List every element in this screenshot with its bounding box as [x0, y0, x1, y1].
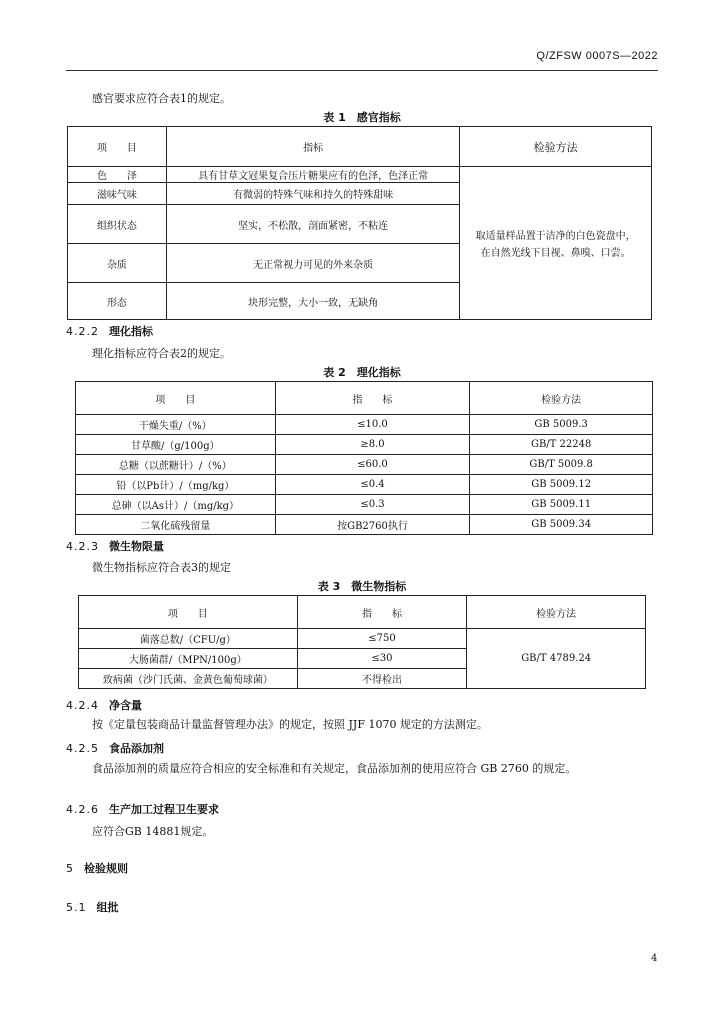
section-4-2-3-heading [66, 538, 164, 554]
table2-header-method: 检验方法 [470, 382, 653, 415]
table-cell: 色 泽 [68, 167, 167, 183]
table-cell: GB 5009.12 [470, 475, 653, 495]
table-cell: 二氧化硫残留量 [76, 515, 276, 535]
section-4-2-2-heading [66, 323, 153, 339]
table-cell: 甘草酸/（g/100g） [76, 435, 276, 455]
page-number: 4 [651, 953, 658, 964]
table-cell: ≤60.0 [275, 455, 470, 475]
section-4-2-4-text: 按《定量包装商品计量监督管理办法》的规定，按照 JJF 1070 规定的方法测定。 [92, 718, 488, 731]
section-number: 4.2.2 [66, 325, 99, 338]
table3-method-cell: GB/T 4789.24 [467, 629, 646, 689]
table-cell: GB 5009.3 [470, 415, 653, 435]
document-code: Q/ZFSW 0007S—2022 [536, 50, 658, 62]
table1-header-index: 指标 [166, 127, 459, 167]
table-cell: ≤30 [297, 649, 467, 669]
table1-header-method: 检验方法 [460, 127, 652, 167]
table1-caption: 表 1 感官指标 [323, 111, 401, 124]
table-cell: 按GB2760执行 [275, 515, 470, 535]
table1-method-cell [460, 167, 652, 320]
table-cell: GB/T 5009.8 [470, 455, 653, 475]
table3-header-item: 项 目 [79, 596, 298, 629]
section-title: 组批 [96, 901, 119, 914]
table-cell: 杂质 [68, 244, 167, 283]
table-cell: ≤10.0 [275, 415, 470, 435]
header-rule [66, 70, 658, 71]
table3-header-method: 检验方法 [467, 596, 646, 629]
table-cell: ≤0.4 [275, 475, 470, 495]
section-4-2-5-text: 食品添加剂的质量应符合相应的安全标准和有关规定，食品添加剂的使用应符合 GB 2760 的规定。 [92, 762, 577, 775]
section-5-1-heading [66, 899, 119, 915]
table1-method-line1: 取适量样品置于洁净的白色瓷盘中， [475, 231, 636, 242]
table-cell: 有微弱的特殊气味和持久的特殊甜味 [166, 183, 459, 205]
table-cell: 块形完整，大小一致，无缺角 [166, 283, 459, 320]
table-cell: GB/T 22248 [470, 435, 653, 455]
table3-caption: 表 3 微生物指标 [317, 580, 407, 593]
section-title: 微生物限量 [109, 540, 164, 553]
intro-text: 感官要求应符合表1的规定。 [92, 92, 231, 105]
table2-header-index: 指 标 [275, 382, 470, 415]
section-title: 食品添加剂 [109, 742, 164, 755]
table3-microbiological [78, 595, 646, 689]
table-cell: 坚实，不松散，剖面紧密，不粘连 [166, 205, 459, 244]
table1-sensory [67, 126, 652, 320]
section-4-2-2-text: 理化指标应符合表2的规定。 [92, 347, 231, 360]
section-title: 理化指标 [109, 325, 153, 338]
section-title: 检验规则 [84, 862, 128, 875]
table-cell: 铅（以Pb计）/（mg/kg） [76, 475, 276, 495]
table-cell: 总砷（以As计）/（mg/kg） [76, 495, 276, 515]
table-cell: GB 5009.34 [470, 515, 653, 535]
table-cell: 不得检出 [297, 669, 467, 689]
section-number: 5 [66, 862, 74, 875]
table-cell: 具有甘草文冠果复合压片糖果应有的色泽，色泽正常 [166, 167, 459, 183]
section-number: 5.1 [66, 901, 87, 914]
table-cell: ≤750 [297, 629, 467, 649]
section-4-2-4-heading [66, 697, 142, 713]
table1-method-line2: 在自然光线下目视、鼻嗅、口尝。 [480, 248, 631, 259]
section-title: 生产加工过程卫生要求 [109, 803, 219, 816]
section-number: 4.2.4 [66, 699, 99, 712]
table3-header-index: 指 标 [297, 596, 467, 629]
table-cell: 大肠菌群/（MPN/100g） [79, 649, 298, 669]
table-cell: 菌落总数/（CFU/g） [79, 629, 298, 649]
table2-header-item: 项 目 [76, 382, 276, 415]
table-cell: ≥8.0 [275, 435, 470, 455]
table-cell: 干燥失重/（%） [76, 415, 276, 435]
section-5-heading [66, 860, 128, 876]
table-cell: 致病菌（沙门氏菌、金黄色葡萄球菌） [79, 669, 298, 689]
section-title: 净含量 [109, 699, 142, 712]
table2-caption: 表 2 理化指标 [323, 366, 401, 379]
table-cell: 总糖（以蔗糖计）/（%） [76, 455, 276, 475]
table2-physicochemical [75, 381, 653, 535]
table-cell: GB 5009.11 [470, 495, 653, 515]
table-cell: 组织状态 [68, 205, 167, 244]
section-4-2-5-heading [66, 740, 164, 756]
table-cell: 无正常视力可见的外来杂质 [166, 244, 459, 283]
table-cell: 形态 [68, 283, 167, 320]
section-4-2-6-text: 应符合GB 14881规定。 [92, 825, 214, 838]
section-number: 4.2.5 [66, 742, 99, 755]
table-cell: ≤0.3 [275, 495, 470, 515]
section-4-2-3-text: 微生物指标应符合表3的规定 [92, 561, 231, 574]
section-4-2-6-heading [66, 801, 219, 817]
section-number: 4.2.6 [66, 803, 99, 816]
table-cell: 滋味气味 [68, 183, 167, 205]
table1-header-item: 项 目 [68, 127, 167, 167]
section-number: 4.2.3 [66, 540, 99, 553]
